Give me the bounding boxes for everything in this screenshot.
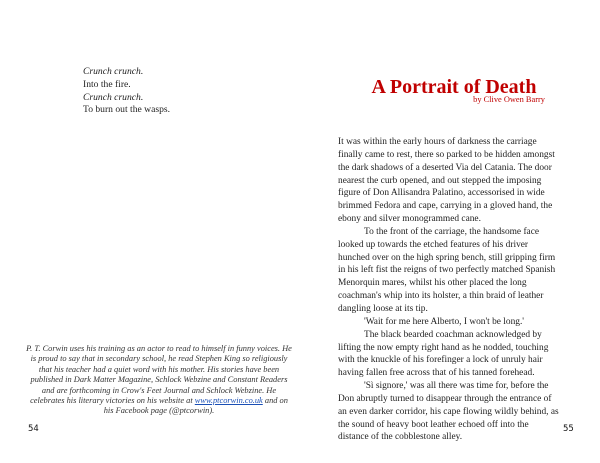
body-line: the dark shadows of a deserted Via del Catania. The door bbox=[338, 162, 552, 173]
body-line: figure of Don Allisandra Palatino, accessorised in wide bbox=[338, 188, 545, 199]
bio-text-end: and on his Facebook page (@ptcorwin). bbox=[103, 396, 288, 416]
author-bio bbox=[26, 344, 292, 417]
body-line: with the knuckle of his forefinger a lock of unruly hair bbox=[338, 355, 543, 366]
body-line: distance of the cobblestone alley. bbox=[338, 432, 463, 443]
bio-text: P. T. Corwin uses his training as an actor to read to himself in funny voices. He is proud to say that in secondary school, he read Stephen King so religiously that his teacher had a quiet word with his mother. His stories have been published in Dark Matter Magazine, Schlock Webzine and Constant Readers and are forthcoming in Crow's Feet Journal and Schlock Webzine. He celebrates his literary victories on his website at bbox=[26, 344, 292, 406]
body-line: finally came to rest, there so parked to be hidden amongst bbox=[338, 149, 555, 160]
poem-line: Crunch crunch. bbox=[83, 91, 144, 103]
poem-excerpt bbox=[83, 66, 170, 117]
poem-line: To burn out the wasps. bbox=[83, 104, 170, 116]
body-line: The black bearded coachman acknowledged by bbox=[364, 329, 542, 340]
body-line: in his left fist the reigns of two perfectly matched Spanish bbox=[338, 265, 556, 276]
page-number-left: 54 bbox=[28, 424, 39, 434]
body-line: hunched over on the high spring bench, still gripping firm bbox=[338, 252, 556, 263]
body-line: an even darker corridor, his cape flowing wildly behind, as bbox=[338, 406, 559, 417]
body-line: lifting the now empty right hand as he nodded, touching bbox=[338, 342, 549, 353]
poem-line: Into the fire. bbox=[83, 78, 131, 90]
body-line: ebony and silver monogrammed cane. bbox=[338, 214, 481, 225]
body-line: having fallen free across that of his tanned forehead. bbox=[338, 368, 535, 379]
body-line: dangling loose at its tip. bbox=[338, 303, 428, 314]
body-line: looked up towards the etched features of his driver bbox=[338, 239, 529, 250]
poem-line: Crunch crunch. bbox=[83, 66, 144, 77]
body-line: Menorquin mares, whilst his other placed the long bbox=[338, 278, 527, 289]
body-line: Don abruptly turned to disappear through the entrance of bbox=[338, 393, 552, 404]
story-byline: by Clive Owen Barry bbox=[473, 95, 545, 104]
body-line: nearest the curb opened, and out stepped the imposing bbox=[338, 175, 542, 186]
page-number-right: 55 bbox=[563, 424, 574, 434]
story-title: A Portrait of Death bbox=[371, 76, 537, 98]
author-website-link[interactable]: www.ptcorwin.co.uk bbox=[194, 396, 263, 406]
right-page bbox=[300, 0, 600, 463]
body-line: 'Sì signore,' was all there was time for, before the bbox=[364, 381, 549, 392]
story-body bbox=[338, 136, 559, 444]
body-line: To the front of the carriage, the handsome face bbox=[364, 226, 540, 237]
body-line: the sound of heavy boot leather echoed off into the bbox=[338, 419, 529, 430]
body-line: brimmed Fedora and cape, carrying in a gloved hand, the bbox=[338, 201, 553, 212]
body-line: coachman's whip into its holster, a thin braid of leather bbox=[338, 291, 544, 302]
body-line: It was within the early hours of darkness the carriage bbox=[338, 137, 537, 147]
body-line: 'Wait for me here Alberto, I won't be long.' bbox=[364, 316, 524, 327]
